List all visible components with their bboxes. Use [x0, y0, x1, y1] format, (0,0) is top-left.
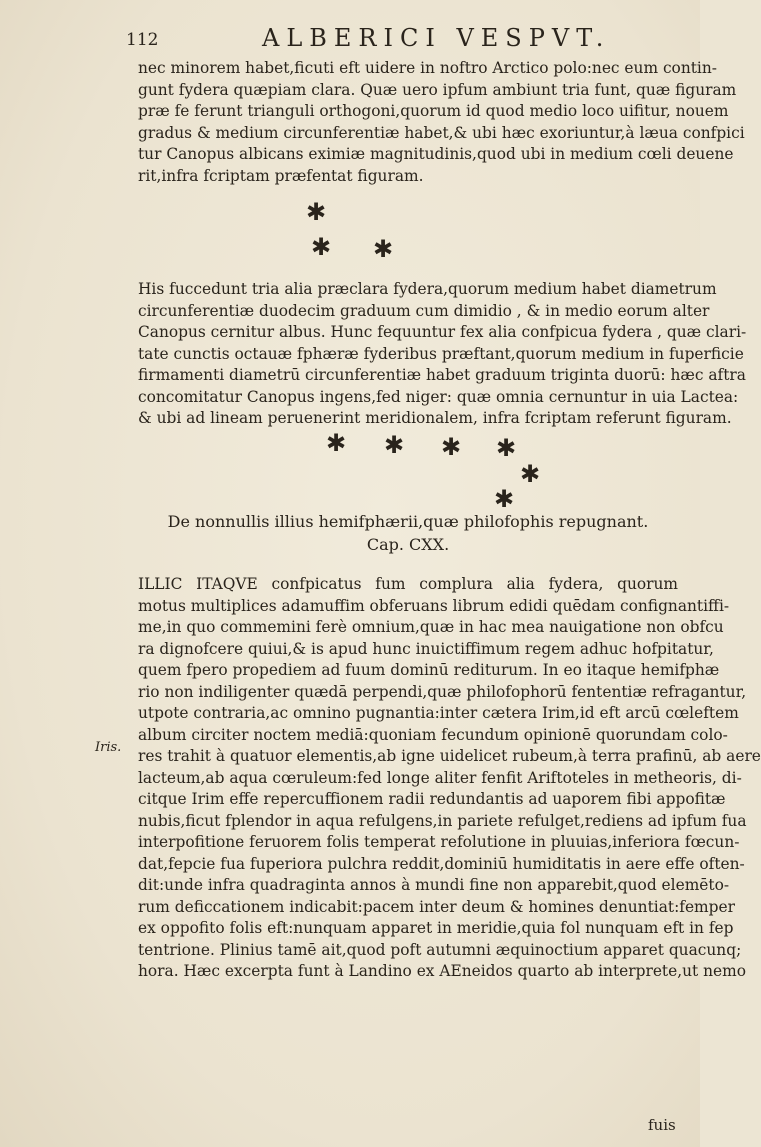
text-line: tur Canopus albicans eximiæ magnitudinis,quod ubi in medium cœli deuene: [138, 145, 734, 163]
text-line: ILLIC ITAQVE confpicatus fum complura alia fydera, quorum: [138, 575, 678, 593]
text-line: motus multiplices adamuffim obferuans librum edidi quēdam confignantiffi-: [138, 596, 730, 615]
text-line: interpofitione feruorem folis temperat refolutione in pluuias,inferiora fœcun-: [138, 833, 740, 851]
catchword: fuis: [648, 1116, 676, 1134]
text-line: tentrione. Plinius tamē ait,quod poft autumni æquinoctium apparet quacunq;: [138, 940, 742, 959]
paragraph-2: [138, 279, 747, 430]
text-line: res trahit à quatuor elementis,ab igne uidelicet rubeum,à terra prafinū, ab aere: [138, 747, 761, 765]
text-line: nec minorem habet,ficuti eft uidere in noftro Arctico polo:nec eum contin-: [138, 59, 717, 77]
text-line: album circiter noctem mediā:quoniam fecundum opinionē quorundam colo-: [138, 725, 728, 744]
running-head: ALBERICI VESPVT.: [262, 24, 611, 52]
text-line: & ubi ad lineam peruenerint meridionalem, infra fcriptam referunt figuram.: [138, 409, 732, 427]
chapter-title: De nonnullis illius hemifphærii,quæ philofophis repugnant.: [167, 512, 649, 531]
star-icon: ✱: [311, 233, 332, 261]
star-icon: ✱: [373, 235, 394, 263]
text-line: rum deficcationem indicabit:pacem inter deum & homines denuntiat:femper: [138, 897, 735, 916]
star-icon: ✱: [384, 431, 405, 459]
star-icon: ✱: [306, 198, 327, 226]
text-line: nubis,ficut fplendor in aqua refulgens,in pariete refulget,rediens ad ipfum fua: [138, 811, 747, 830]
paragraph-1: [138, 58, 745, 187]
star-icon: ✱: [496, 434, 517, 462]
text-line: His fuccedunt tria alia præclara fydera,quorum medium habet diametrum: [138, 280, 717, 298]
text-line: præ fe ferunt trianguli orthogoni,quorum id quod medio loco uifitur, nouem: [138, 102, 729, 120]
text-line: me,in quo commemini ferè omnium,quæ in hac mea nauigatione non obfcu: [138, 618, 724, 636]
text-line: tate cunctis octauæ fphæræ fyderibus præftant,quorum medium in fuperficie: [138, 344, 744, 363]
paragraph-3: [138, 574, 761, 983]
folio-number: 112: [126, 30, 159, 50]
text-line: dit:unde infra quadraginta annos à mundi fine non apparebit,quod elemēto-: [138, 876, 730, 894]
star-icon: ✱: [441, 433, 462, 461]
star-icon: ✱: [326, 429, 347, 457]
star-icon: ✱: [520, 460, 541, 488]
margin-note: Iris.: [95, 740, 122, 755]
text-line: rit,infra fcriptam præfentat figuram.: [138, 166, 424, 185]
text-line: circunferentiæ duodecim graduum cum dimidio , & in medio eorum alter: [138, 301, 710, 320]
text-line: citque Irim effe repercuffionem radii redundantis ad uaporem fibi appofitæ: [138, 790, 726, 808]
text-line: utpote contraria,ac omnino pugnantia:inter cætera Irim,id eft arcū cœleftem: [138, 704, 739, 722]
star-icon: ✱: [494, 485, 515, 513]
text-line: gunt fydera quæpiam clara. Quæ uero ipfum ambiunt tria funt, quæ figuram: [138, 80, 737, 99]
text-line: lacteum,ab aqua cœruleum:fed longe aliter fenfit Ariftoteles in metheoris, di-: [138, 768, 742, 787]
text-line: hora. Hæc excerpta funt à Landino ex AEneidos quarto ab interprete,ut nemo: [138, 962, 746, 980]
text-line: rio non indiligenter quædā perpendi,quæ philofophorū fententiæ refragantur,: [138, 682, 747, 701]
text-line: concomitatur Canopus ingens,fed niger: quæ omnia cernuntur in uia Lactea:: [138, 387, 739, 406]
text-line: quem fpero propediem ad fuum dominū rediturum. In eo itaque hemifphæ: [138, 661, 720, 679]
chapter-number: Cap. CXX.: [366, 535, 450, 554]
text-line: ex oppofito folis eft:nunquam apparet in meridie,quia fol nunquam eft in fep: [138, 919, 734, 937]
text-line: dat,fepcie fua fuperiora pulchra reddit,dominiū humiditatis in aere effe often-: [138, 854, 745, 873]
text-line: gradus & medium circunferentiæ habet,& ubi hæc exoriuntur,à læua confpici: [138, 123, 745, 142]
text-line: ra dignofcere quiui,& is apud hunc inuictiffimum regem adhuc hofpitatur,: [138, 639, 714, 658]
text-line: Canopus cernitur albus. Hunc fequuntur fex alia confpicua fydera , quæ clari-: [138, 323, 747, 341]
text-line: firmamenti diametrū circunferentiæ habet graduum triginta duorū: hæc aftra: [138, 366, 746, 384]
